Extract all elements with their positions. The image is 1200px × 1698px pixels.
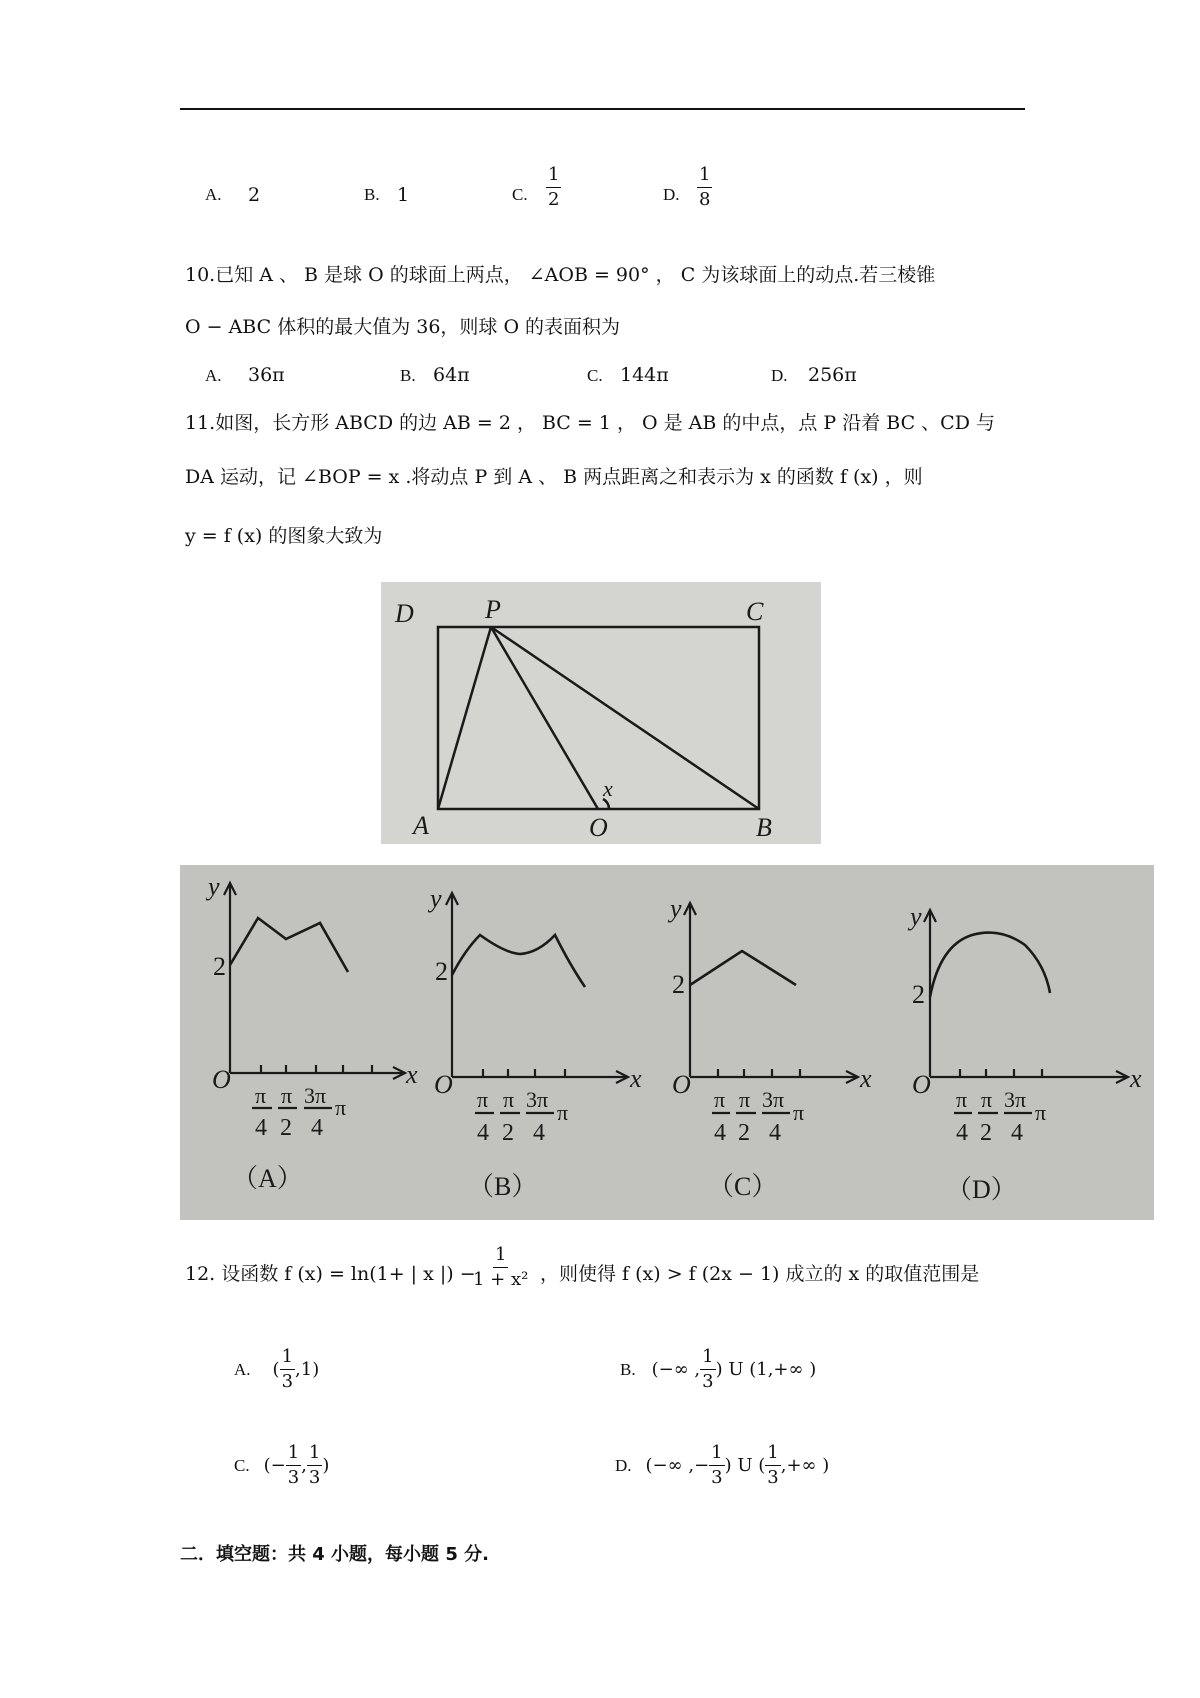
q12-option-b-fraction [700,1348,715,1391]
graph-options-figure [180,865,1154,1220]
q10-option-d-label: D. [771,366,788,385]
q12-prefix: 12. 设函数 f (x) = ln(1+ | x |) − [185,1263,476,1285]
graph-a-caption: （A） [232,1164,303,1193]
q12-d-den1: 3 [711,1467,723,1488]
q12-function-fraction [473,1246,528,1289]
graph-d-origin: O [912,1070,931,1099]
graph-a-pi4-num: π [255,1083,267,1108]
graph-b-pi4-den: 4 [477,1120,489,1146]
q12-option-b-post: ) U (1,+∞ ) [715,1359,817,1380]
q12-option-c-fraction-1 [286,1444,301,1487]
graph-d-y-label: y [910,902,922,931]
graph-b-pi4-num: π [477,1087,489,1112]
label-d: D [395,599,414,628]
graph-a-pi2-num: π [281,1083,293,1108]
graph-a-3pi4-num: 3π [304,1083,327,1108]
segment-pa [438,627,491,809]
graph-d-3pi4-num: 3π [1004,1087,1027,1112]
q9-option-b-label: B. [364,185,380,204]
graph-a-pi: π [335,1095,347,1120]
q12-option-d [615,1444,829,1487]
graph-c-3pi4-den: 4 [769,1120,781,1146]
graph-b-3pi4-num: 3π [526,1087,549,1112]
q12-option-a-label: A. [234,1359,251,1379]
section-2-title: 二．填空题：共 4 小题，每小题 5 分. [180,1544,489,1565]
segment-po [491,627,598,809]
q12-option-d-post: ,+∞ ) [780,1455,830,1476]
graph-b-origin: O [434,1070,453,1099]
graph-d-pi4-den: 4 [956,1120,968,1146]
q10-option-c-value: 144π [620,364,669,386]
graph-a-origin: O [212,1065,231,1094]
graph-c-curve [690,951,796,985]
q10-line-1: 10.已知 A 、 B 是球 O 的球面上两点， ∠AOB = 90° ， C 为该球面上的动点.若三棱锥 [185,264,936,286]
q9-option-d-label: D. [663,185,680,204]
graph-d-pi4-num: π [956,1087,968,1112]
q12-c-den2: 3 [308,1467,321,1488]
graph-d [907,902,1142,1204]
q12-d-den2: 3 [767,1467,779,1488]
rectangle-figure [381,582,821,844]
q11-line-2: DA 运动，记 ∠BOP = x .将动点 P 到 A 、 B 两点距离之和表示为 x 的函数 f (x) ，则 [185,466,923,488]
q10-option-d-value: 256π [808,364,857,386]
q12-suffix: ，则使得 f (x) > f (2x − 1) 成立的 x 的取值范围是 [540,1263,980,1285]
graph-d-two: 2 [912,980,925,1009]
q12-option-d-mid: ) U ( [724,1455,766,1476]
graph-options-svg [180,865,1154,1220]
q12-option-a-fraction [280,1348,295,1391]
q12-option-d-fraction-2 [765,1444,780,1487]
graph-b-pi2-den: 2 [502,1120,514,1146]
q9-option-a-value: 2 [248,184,261,206]
q9-option-c-label: C. [512,185,528,204]
rectangle-abcd [438,627,759,809]
q12-option-c-pre: (− [263,1455,286,1476]
q12-option-d-fraction-1 [709,1444,724,1487]
graph-b-y-label: y [430,884,442,913]
label-o: O [589,813,608,842]
graph-a-3pi4-den: 4 [311,1115,323,1141]
q12-d-num2: 1 [765,1444,780,1466]
graph-c-origin: O [672,1070,691,1099]
q12-option-b [620,1348,816,1391]
q12-b-den: 3 [702,1371,714,1392]
graph-d-curve [930,933,1050,997]
q9-d-denominator: 8 [699,189,711,210]
q11-line-1: 11.如图，长方形 ABCD 的边 AB = 2 ， BC = 1 ， O 是 AB 的中点，点 P 沿着 BC 、CD 与 [185,412,995,434]
q9-option-b-value: 1 [397,184,410,206]
graph-a-x-label: x [406,1060,418,1089]
graph-c-pi2-num: π [739,1087,751,1112]
q12-option-d-label: D. [615,1455,632,1475]
q12-option-a-post: ,1) [295,1359,320,1380]
q9-option-d-fraction [697,166,712,209]
q12-a-den: 3 [281,1371,294,1392]
graph-c-y-label: y [670,894,682,923]
segment-pb [491,627,759,809]
label-a: A [413,811,429,840]
header-rule [180,108,1025,110]
graph-b [427,884,642,1201]
label-x: x [603,776,613,801]
q12-a-num: 1 [280,1348,295,1370]
label-p: P [485,595,501,624]
graph-a-y-label: y [208,872,220,901]
graph-c-pi2-den: 2 [738,1120,750,1146]
graph-b-pi2-num: π [503,1087,515,1112]
graph-a [205,872,418,1193]
q12-option-c-post: ) [322,1455,330,1476]
graph-d-3pi4-den: 4 [1011,1120,1023,1146]
q12-option-b-pre: (−∞ , [651,1359,701,1380]
q10-option-a-value: 36π [248,364,285,386]
q12-option-a-pre: ( [272,1359,280,1380]
graph-c-pi4-num: π [714,1087,726,1112]
label-b: B [756,813,772,842]
graph-b-curve [452,935,585,987]
q9-c-denominator: 2 [548,189,560,210]
graph-d-pi2-num: π [981,1087,993,1112]
q12-option-c [234,1444,329,1487]
graph-d-pi2-den: 2 [980,1120,992,1146]
q10-option-a-label: A. [205,366,222,385]
q12-b-num: 1 [700,1348,715,1370]
q9-option-a-label: A. [205,185,222,204]
q12-c-num2: 1 [307,1444,322,1466]
graph-b-caption: （B） [468,1172,538,1201]
q12-option-d-pre: (−∞ ,− [645,1455,710,1476]
q10-option-c-label: C. [587,366,603,385]
graph-c-two: 2 [672,970,685,999]
graph-d-caption: （D） [946,1175,1017,1204]
q9-option-c-fraction [546,166,561,209]
q12-c-den1: 3 [287,1467,300,1488]
q12-option-b-label: B. [620,1359,636,1379]
q12-frac-denominator: 1 + x² [473,1269,529,1290]
graph-c-pi: π [793,1100,805,1125]
q11-line-3: y = f (x) 的图象大致为 [185,525,383,547]
q12-d-num1: 1 [709,1444,724,1466]
graph-a-two: 2 [213,952,226,981]
q9-c-numerator: 1 [546,166,561,188]
q12-frac-numerator: 1 [493,1246,508,1268]
graph-a-curve [230,918,348,972]
q9-d-numerator: 1 [697,166,712,188]
graph-b-x-label: x [630,1064,642,1093]
q12-option-c-fraction-2 [307,1444,322,1487]
graph-c-x-label: x [860,1064,872,1093]
q12-option-a [234,1348,319,1391]
q12-option-c-mid: , [301,1455,307,1476]
q10-option-b-label: B. [400,366,416,385]
graph-b-two: 2 [435,957,448,986]
graph-a-pi2-den: 2 [280,1115,292,1141]
graph-b-pi: π [557,1100,569,1125]
graph-c-caption: （C） [708,1172,778,1201]
graph-a-pi4-den: 4 [255,1115,267,1141]
q10-line-2: O − ABC 体积的最大值为 36，则球 O 的表面积为 [185,316,621,338]
rectangle-figure-svg [381,582,821,844]
label-c: C [746,597,764,626]
graph-c-pi4-den: 4 [714,1120,726,1146]
q10-option-b-value: 64π [433,364,470,386]
graph-d-pi: π [1035,1100,1047,1125]
graph-c [667,894,872,1201]
graph-b-3pi4-den: 4 [533,1120,545,1146]
q12-c-num1: 1 [286,1444,301,1466]
graph-d-x-label: x [1130,1064,1142,1093]
graph-c-3pi4-num: 3π [762,1087,785,1112]
q12-option-c-label: C. [234,1455,250,1475]
